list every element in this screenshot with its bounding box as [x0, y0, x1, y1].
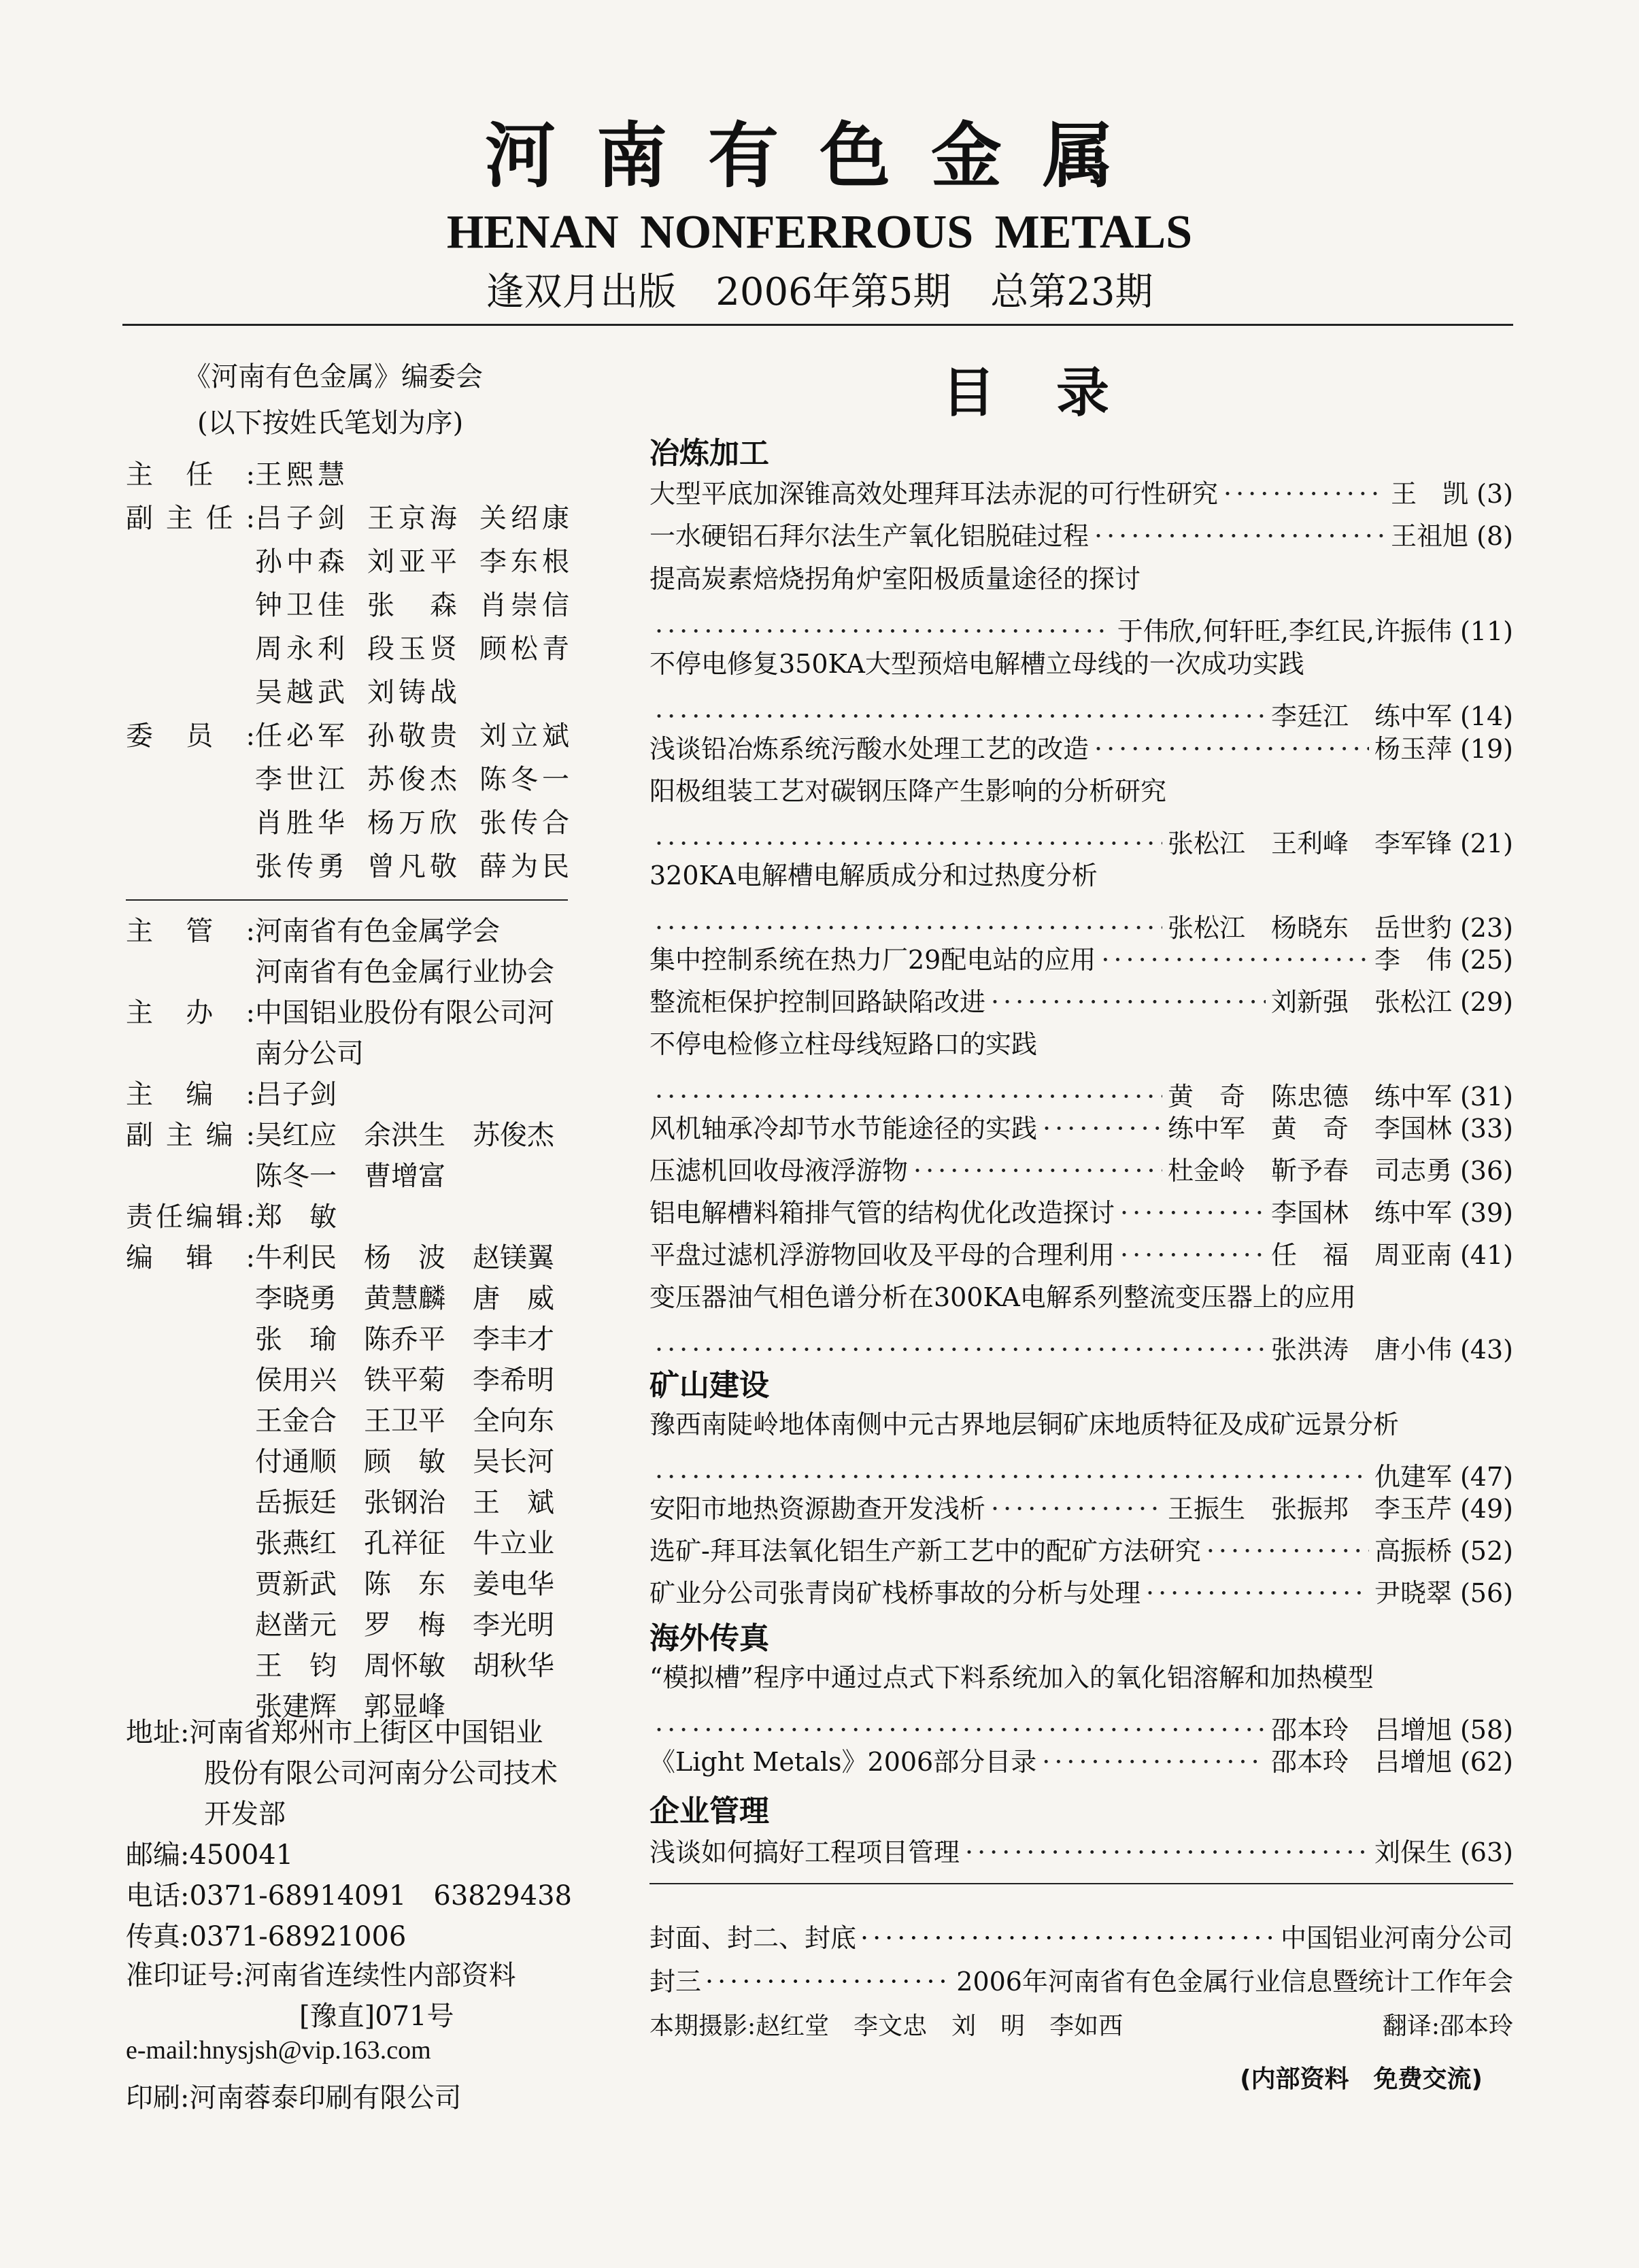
leader-dots	[1120, 1198, 1266, 1228]
cover3-credit-label: 封三	[649, 1967, 702, 1997]
journal-title-cn: 河南有色金属	[484, 114, 1154, 197]
translator-credit: 翻译:邵本玲	[1382, 2012, 1513, 2040]
board-name: 张 森	[367, 589, 461, 621]
toc-entry-authors: 杨玉萍	[1374, 734, 1452, 764]
toc-entry-title: 提高炭素焙烧拐角炉室阳极质量途径的探讨	[649, 564, 1141, 594]
toc-entry-title: 风机轴承冷却节水节能途径的实践	[649, 1114, 1038, 1144]
toc-entry[interactable]	[649, 1234, 1513, 1271]
toc-entry-title: 浅谈如何搞好工程项目管理	[649, 1837, 960, 1867]
toc-entry-page: (56)	[1459, 1578, 1513, 1608]
toc-entry-authors: 杜金岭 靳予春 司志勇	[1167, 1156, 1452, 1186]
masthead-list	[126, 908, 554, 1724]
board-title: 《河南有色金属》编委会	[184, 361, 483, 393]
masthead-row	[126, 1275, 554, 1316]
masthead-value: 张建辉 郭显峰	[255, 1690, 445, 1722]
toc-bottom-rule	[649, 1883, 1513, 1884]
toc-entry[interactable]	[649, 770, 1513, 860]
board-name: 刘亚平	[367, 546, 461, 578]
toc-entry-page: (3)	[1476, 479, 1513, 509]
masthead-label: 责任编辑:	[126, 1201, 255, 1233]
masthead-value: 牛利民 杨 波 赵镁翼	[255, 1241, 554, 1273]
toc-entry-page: (8)	[1476, 521, 1513, 551]
toc-entry-page: (31)	[1459, 1082, 1513, 1112]
board-name: 孙敬贵	[367, 720, 461, 752]
toc-entry-page: (58)	[1459, 1715, 1513, 1745]
board-row	[126, 624, 592, 668]
board-label: 委员:	[126, 720, 255, 752]
board-row	[126, 494, 592, 537]
masthead-label: 主编:	[126, 1078, 255, 1110]
leader-dots	[991, 1494, 1162, 1524]
board-name: 肖崇信	[479, 589, 573, 621]
masthead-value: 吴红应 余洪生 苏俊杰	[255, 1119, 554, 1151]
board-name: 顾松青	[479, 633, 573, 665]
board-name: 李东根	[479, 546, 573, 578]
address-line-1: 地址:河南省郑州市上街区中国铝业	[126, 1717, 543, 1748]
board-row	[126, 450, 592, 494]
left-divider	[126, 899, 568, 901]
toc-entry-authors: 王祖旭	[1391, 521, 1469, 551]
board-row	[126, 712, 592, 755]
toc-section-management: 企业管理	[649, 1794, 769, 1829]
leader-dots	[1094, 734, 1369, 764]
board-name: 肖胜华	[255, 807, 349, 839]
printer: 印刷:河南蓉泰印刷有限公司	[126, 2082, 462, 2114]
masthead-row	[126, 1112, 554, 1153]
masthead-row	[126, 1643, 554, 1684]
toc-entry-title: 不停电修复350KA大型预焙电解槽立母线的一次成功实践	[649, 649, 1304, 679]
toc-entry-authors: 李廷江 练中军	[1270, 701, 1452, 731]
board-name: 吴越武	[255, 676, 349, 708]
fax: 传真:0371-68921006	[126, 1921, 407, 1952]
toc-section-overseas: 海外传真	[649, 1621, 769, 1656]
toc-entry-authors: 张松江 杨晓东 岳世豹	[1167, 913, 1452, 943]
toc-entry-title: 整流柜保护控制回路缺陷改进	[649, 987, 986, 1017]
board-name: 任必军	[255, 720, 349, 752]
toc-entry-title: 选矿-拜耳法氧化铝生产新工艺中的配矿方法研究	[649, 1536, 1201, 1566]
masthead-value: 吕子剑	[255, 1078, 337, 1110]
leader-dots	[991, 987, 1266, 1017]
masthead-value: 付通顺 顾 敏 吴长河	[255, 1446, 554, 1478]
toc-entry[interactable]	[649, 558, 1513, 648]
toc-entry-page: (49)	[1459, 1494, 1513, 1524]
leader-dots	[1146, 1578, 1369, 1608]
toc-entry-page: (19)	[1459, 734, 1513, 764]
email: e-mail:hnysjsh@vip.163.com	[126, 2036, 431, 2065]
toc-entry-authors: 李国林 练中军	[1270, 1198, 1452, 1228]
masthead-value: 侯用兴 铁平菊 李希明	[255, 1364, 554, 1396]
masthead-label: 副主编:	[126, 1119, 255, 1151]
masthead-value: 贾新武 陈 东 姜电华	[255, 1568, 554, 1600]
board-name: 陈冬一	[479, 763, 573, 795]
permit-line-2: [豫直]071号	[299, 2001, 454, 2032]
toc-entry[interactable]	[649, 473, 1513, 510]
board-name: 曾凡敬	[367, 850, 461, 882]
toc-entry-title: 不停电检修立柱母线短路口的实践	[649, 1029, 1038, 1059]
leader-dots	[1094, 521, 1385, 551]
board-label: 副主任:	[126, 502, 255, 534]
masthead-row	[126, 1153, 554, 1194]
board-name: 张传勇	[255, 850, 349, 882]
cover3-credit-value: 2006年河南省有色金属行业信息暨统计工作年会	[956, 1967, 1513, 1997]
address-line-3: 开发部	[204, 1799, 286, 1830]
toc-entry-authors: 张松江 王利峰 李军锋	[1167, 829, 1452, 858]
board-row	[126, 755, 592, 799]
board-name: 张传合	[479, 807, 573, 839]
toc-section-mining: 矿山建设	[649, 1368, 769, 1403]
masthead-row	[126, 1235, 554, 1275]
toc-entry-title: “模拟槽”程序中通过点式下料系统加入的氧化铝溶解和加热模型	[649, 1663, 1374, 1692]
masthead-label: 主办:	[126, 997, 255, 1029]
toc-entry[interactable]	[649, 1150, 1513, 1187]
journal-title-en: HENAN NONFERROUS METALS	[446, 206, 1193, 259]
address-line-2: 股份有限公司河南分公司技术	[204, 1758, 558, 1789]
board-name: 段玉贤	[367, 633, 461, 665]
toc-entry-page: (33)	[1459, 1114, 1513, 1144]
toc-entry-page: (43)	[1459, 1335, 1513, 1365]
toc-entry[interactable]	[649, 1023, 1513, 1113]
toc-entry-authors: 练中军 黄 奇 李国林	[1167, 1114, 1452, 1144]
cover-credit-label: 封面、封二、封底	[649, 1923, 857, 1953]
toc-entry-title: 阳极组装工艺对碳钢压降产生影响的分析研究	[649, 776, 1167, 806]
toc-entry[interactable]	[649, 1107, 1513, 1145]
masthead-row	[126, 949, 554, 990]
masthead-value: 赵凿元 罗 梅 李光明	[255, 1609, 554, 1641]
toc-entry-authors: 黄 奇 陈忠德 练中军	[1167, 1082, 1452, 1112]
leader-dots	[655, 701, 1266, 731]
board-row	[126, 799, 592, 842]
toc-entry-page: (14)	[1459, 701, 1513, 731]
masthead-row	[126, 1439, 554, 1480]
toc-entry[interactable]	[649, 643, 1513, 733]
toc-entry-page: (63)	[1459, 1837, 1513, 1867]
masthead-value: 岳振廷 张钢治 王 斌	[255, 1486, 554, 1518]
leader-dots	[705, 1967, 952, 1997]
board-label: 主任:	[126, 458, 255, 490]
masthead-value: 南分公司	[255, 1037, 364, 1069]
toc-entry-authors: 王 凯	[1391, 479, 1469, 509]
masthead-row	[126, 990, 554, 1031]
toc-entry[interactable]	[649, 1831, 1513, 1869]
toc-entry[interactable]	[649, 854, 1513, 944]
masthead-row	[126, 1194, 554, 1235]
toc-entry[interactable]	[649, 1656, 1513, 1746]
toc-entry-title: 一水硬铝石拜尔法生产氧化铝脱硅过程	[649, 521, 1089, 551]
board-row	[126, 842, 592, 886]
footer-note: (内部资料 免费交流)	[1240, 2065, 1483, 2093]
masthead-label: 主管:	[126, 915, 255, 947]
toc-entry[interactable]	[649, 1741, 1513, 1778]
board-row	[126, 537, 592, 581]
cover-credit-value: 中国铝业河南分公司	[1280, 1923, 1513, 1953]
postcode: 邮编:450041	[126, 1839, 294, 1871]
toc-entry-authors: 高振桥	[1374, 1536, 1452, 1566]
toc-entry-title: 320KA电解槽电解质成分和过热度分析	[649, 861, 1098, 890]
toc-entry-title: 平盘过滤机浮游物回收及平母的合理利用	[649, 1240, 1115, 1270]
masthead-row	[126, 1398, 554, 1439]
toc-entry-page: (36)	[1459, 1156, 1513, 1186]
toc-entry-authors: 刘保生	[1374, 1837, 1452, 1867]
toc-entry[interactable]	[649, 1572, 1513, 1610]
board-name: 刘立斌	[479, 720, 573, 752]
toc-entry-page: (29)	[1459, 987, 1513, 1017]
board-list	[126, 450, 592, 886]
masthead-row	[126, 908, 554, 949]
leader-dots	[860, 1923, 1277, 1953]
leader-dots	[913, 1156, 1162, 1186]
toc-entry[interactable]	[649, 1530, 1513, 1567]
header-rule	[122, 324, 1513, 326]
masthead-value: 李晓勇 黄慧麟 唐 威	[255, 1282, 554, 1314]
masthead-row	[126, 1071, 554, 1112]
toc-entry[interactable]	[649, 1192, 1513, 1229]
board-note: (以下按姓氏笔划为序)	[197, 407, 464, 439]
toc-entry-authors: 邵本玲 吕增旭	[1270, 1715, 1452, 1745]
toc-section-smelting: 冶炼加工	[649, 436, 769, 471]
masthead-value: 郑 敏	[255, 1201, 337, 1233]
board-name: 关绍康	[479, 502, 573, 534]
board-name: 王京海	[367, 502, 461, 534]
toc-entry-authors: 李 伟	[1374, 945, 1452, 975]
toc-entry-title: 安阳市地热资源勘查开发浅析	[649, 1494, 986, 1524]
leader-dots	[1223, 479, 1385, 509]
toc-entry-title: 豫西南陡岭地体南侧中元古界地层铜矿床地质特征及成矿远景分析	[649, 1410, 1400, 1439]
masthead-row	[126, 1357, 554, 1398]
cover-credit	[649, 1917, 1513, 1954]
toc-entry[interactable]	[649, 981, 1513, 1018]
board-name: 钟卫佳	[255, 589, 349, 621]
toc-entry-page: (21)	[1459, 829, 1513, 858]
toc-entry-authors: 于伟欣,何轩旺,李红民,许振伟	[1117, 616, 1452, 646]
toc-entry-authors: 张洪涛 唐小伟	[1270, 1335, 1452, 1365]
leader-dots	[1101, 945, 1369, 975]
toc-entry[interactable]	[649, 939, 1513, 976]
masthead-value: 陈冬一 曹增富	[255, 1160, 445, 1192]
toc-entry[interactable]	[649, 1403, 1513, 1493]
toc-entry-title: 浅谈铅冶炼系统污酸水处理工艺的改造	[649, 734, 1089, 764]
masthead-label: 编辑:	[126, 1241, 255, 1273]
toc-entry-title: 压滤机回收母液浮游物	[649, 1156, 909, 1186]
permit-line-1: 准印证号:河南省连续性内部资料	[126, 1960, 516, 1991]
masthead-row	[126, 1602, 554, 1643]
toc-entry-page: (52)	[1459, 1536, 1513, 1566]
toc-entry-page: (25)	[1459, 945, 1513, 975]
toc-entry-page: (39)	[1459, 1198, 1513, 1228]
masthead-value: 张燕红 孔祥征 牛立业	[255, 1527, 554, 1559]
toc-entry-title: 《Light Metals》2006部分目录	[649, 1747, 1037, 1777]
leader-dots	[1206, 1536, 1369, 1566]
toc-entry-page: (41)	[1459, 1240, 1513, 1270]
board-name: 苏俊杰	[367, 763, 461, 795]
toc-entry-title: 大型平底加深锥高效处理拜耳法赤泥的可行性研究	[649, 479, 1219, 509]
masthead-value: 河南省有色金属行业协会	[255, 956, 554, 988]
photo-credit: 本期摄影:赵红堂 李文忠 刘 明 李如西	[649, 2012, 1123, 2040]
toc-entry-authors: 王振生 张振邦 李玉芹	[1167, 1494, 1452, 1524]
masthead-value: 张 瑜 陈乔平 李丰才	[255, 1323, 554, 1355]
phone: 电话:0371-68914091 63829438	[126, 1880, 572, 1912]
board-name: 周永利	[255, 633, 349, 665]
toc-entry-page: (11)	[1459, 616, 1513, 646]
masthead-value: 中国铝业股份有限公司河	[255, 997, 554, 1029]
masthead-value: 王 钧 周怀敏 胡秋华	[255, 1650, 554, 1682]
leader-dots	[655, 616, 1112, 646]
masthead-value: 河南省有色金属学会	[255, 915, 500, 947]
toc-entry-title: 集中控制系统在热力厂29配电站的应用	[649, 945, 1096, 975]
toc-entry-authors: 仇建军	[1374, 1462, 1452, 1492]
masthead-row	[126, 1561, 554, 1602]
board-row	[126, 668, 592, 712]
toc-entry-authors: 任 福 周亚南	[1270, 1240, 1452, 1270]
leader-dots	[1042, 1747, 1266, 1777]
toc-entry[interactable]	[649, 1276, 1513, 1366]
toc-entry[interactable]	[649, 1488, 1513, 1525]
board-row	[126, 581, 592, 624]
toc-entry[interactable]	[649, 728, 1513, 765]
leader-dots	[1120, 1240, 1266, 1270]
board-name: 杨万欣	[367, 807, 461, 839]
issue-line: 逢双月出版 2006年第5期 总第23期	[486, 270, 1153, 314]
cover3-credit	[649, 1961, 1513, 1998]
toc-heading: 目录	[942, 362, 1171, 424]
toc-entry-authors: 尹晓翠	[1374, 1578, 1452, 1608]
masthead-row	[126, 1316, 554, 1357]
toc-entry-authors: 邵本玲 吕增旭	[1270, 1747, 1452, 1777]
board-name: 孙中森	[255, 546, 349, 578]
toc-entry[interactable]	[649, 515, 1513, 552]
board-name: 王熙慧	[255, 458, 349, 490]
toc-entry-page: (23)	[1459, 913, 1513, 943]
board-name: 李世江	[255, 763, 349, 795]
board-name: 薛为民	[479, 850, 573, 882]
board-name: 刘铸战	[367, 676, 461, 708]
masthead-row	[126, 1480, 554, 1520]
masthead-row	[126, 1031, 554, 1071]
toc-entry-page: (47)	[1459, 1462, 1513, 1492]
board-name: 吕子剑	[255, 502, 349, 534]
toc-entry-title: 铝电解槽料箱排气管的结构优化改造探讨	[649, 1198, 1115, 1228]
masthead-value: 王金合 王卫平 全向东	[255, 1405, 554, 1437]
toc-entry-page: (62)	[1459, 1747, 1513, 1777]
toc-entry-title: 矿业分公司张青岗矿栈桥事故的分析与处理	[649, 1578, 1141, 1608]
masthead-row	[126, 1520, 554, 1561]
leader-dots	[1043, 1114, 1162, 1144]
leader-dots	[965, 1837, 1369, 1867]
toc-entry-title: 变压器油气相色谱分析在300KA电解系列整流变压器上的应用	[649, 1282, 1356, 1312]
toc-entry-authors: 刘新强 张松江	[1270, 987, 1452, 1017]
